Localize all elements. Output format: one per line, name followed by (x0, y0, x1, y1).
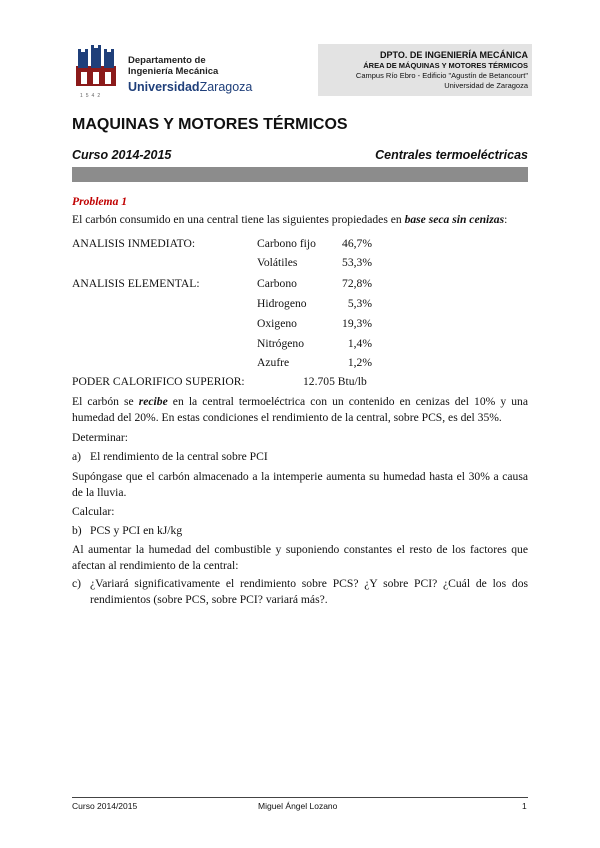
intro-emphasis: base seca sin cenizas (404, 213, 505, 226)
elemental-name: Hidrogeno (257, 297, 307, 310)
area-title: ÁREA DE MÁQUINAS Y MOTORES TÉRMICOS (363, 61, 528, 70)
university-label: Universidad de Zaragoza (444, 81, 528, 90)
campus-address: Campus Río Ebro - Edificio "Agustín de Betancourt" (355, 71, 528, 80)
footer-divider (72, 797, 528, 798)
paragraph-reception (72, 394, 528, 425)
university-name (128, 80, 252, 94)
footer-author: Miguel Ángel Lozano (258, 801, 338, 811)
para1-emphasis: recibe (138, 395, 168, 408)
intro-colon: : (504, 213, 508, 226)
title-divider-bar (72, 167, 528, 182)
pcs-label: PODER CALORIFICO SUPERIOR: (72, 375, 245, 388)
paragraph-efficiency: Al aumentar la humedad del combustible y suponiendo constantes el resto de los factores que afectan al rendimiento de la central: (72, 543, 528, 572)
university-name-bold: Universidad (128, 80, 200, 94)
inmediato-value: 46,7% (342, 237, 372, 250)
determinar-label: Determinar: (72, 431, 129, 444)
elemental-label: ANALISIS ELEMENTAL: (72, 277, 200, 290)
para1-text: El carbón se (72, 395, 139, 408)
para1-text-rest: en la central termoeléctrica con un contenido en cenizas del 10% y una humedad del 20%. En estas condiciones el rendimiento de la central, sobre PCS, es del 35%. (72, 395, 528, 424)
elemental-name: Carbono (257, 277, 297, 290)
item-b-marker: b) (72, 524, 82, 537)
elemental-value: 1,2% (347, 356, 372, 369)
inmediato-name: Carbono fijo (257, 237, 316, 250)
problem-title: Problema 1 (72, 195, 128, 208)
course-label: Curso 2014-2015 (72, 148, 172, 162)
subject-label: Centrales termoeléctricas (375, 148, 528, 162)
item-c-marker: c) (72, 577, 82, 590)
founded-year: 1542 (80, 93, 104, 99)
dept-name-line2: Ingeniería Mecánica (128, 66, 219, 77)
item-c-text: ¿Variará significativamente el rendimiento sobre PCS? ¿Y sobre PCI? ¿Cuál de los dos rendimientos (sobre PCS, sobre PCI? variará más?. (90, 577, 528, 606)
item-a-text: El rendimiento de la central sobre PCI (90, 450, 268, 463)
pcs-value: 12.705 Btu/lb (303, 375, 367, 388)
elemental-name: Oxigeno (257, 317, 297, 330)
elemental-name: Nitrógeno (257, 337, 305, 350)
inmediato-value: 53,3% (342, 256, 372, 269)
item-b-text: PCS y PCI en kJ/kg (90, 524, 183, 537)
page-number: 1 (522, 801, 527, 811)
elemental-value: 19,3% (342, 317, 372, 330)
paragraph-humidity: Supóngase que el carbón almacenado a la intemperie aumenta su humedad hasta el 30% a causa de la lluvia. (72, 470, 528, 499)
elemental-value: 5,3% (347, 297, 372, 310)
university-name-light: Zaragoza (199, 80, 253, 94)
inmediato-label: ANALISIS INMEDIATO: (72, 237, 196, 250)
intro-text: El carbón consumido en una central tiene las siguientes propiedades en (72, 213, 405, 226)
dept-title: DPTO. DE INGENIERÍA MECÁNICA (379, 50, 528, 60)
dept-name-line1: Departamento de (128, 55, 206, 66)
inmediato-name: Volátiles (257, 256, 298, 269)
document-title: MAQUINAS Y MOTORES TÉRMICOS (72, 116, 348, 133)
elemental-name: Azufre (257, 356, 290, 369)
item-a-marker: a) (72, 450, 82, 463)
university-crest-icon (72, 44, 120, 92)
calcular-label: Calcular: (72, 505, 115, 518)
elemental-value: 72,8% (342, 277, 372, 290)
footer-course: Curso 2014/2015 (72, 801, 138, 811)
problem-intro (72, 212, 507, 227)
elemental-value: 1,4% (347, 337, 372, 350)
